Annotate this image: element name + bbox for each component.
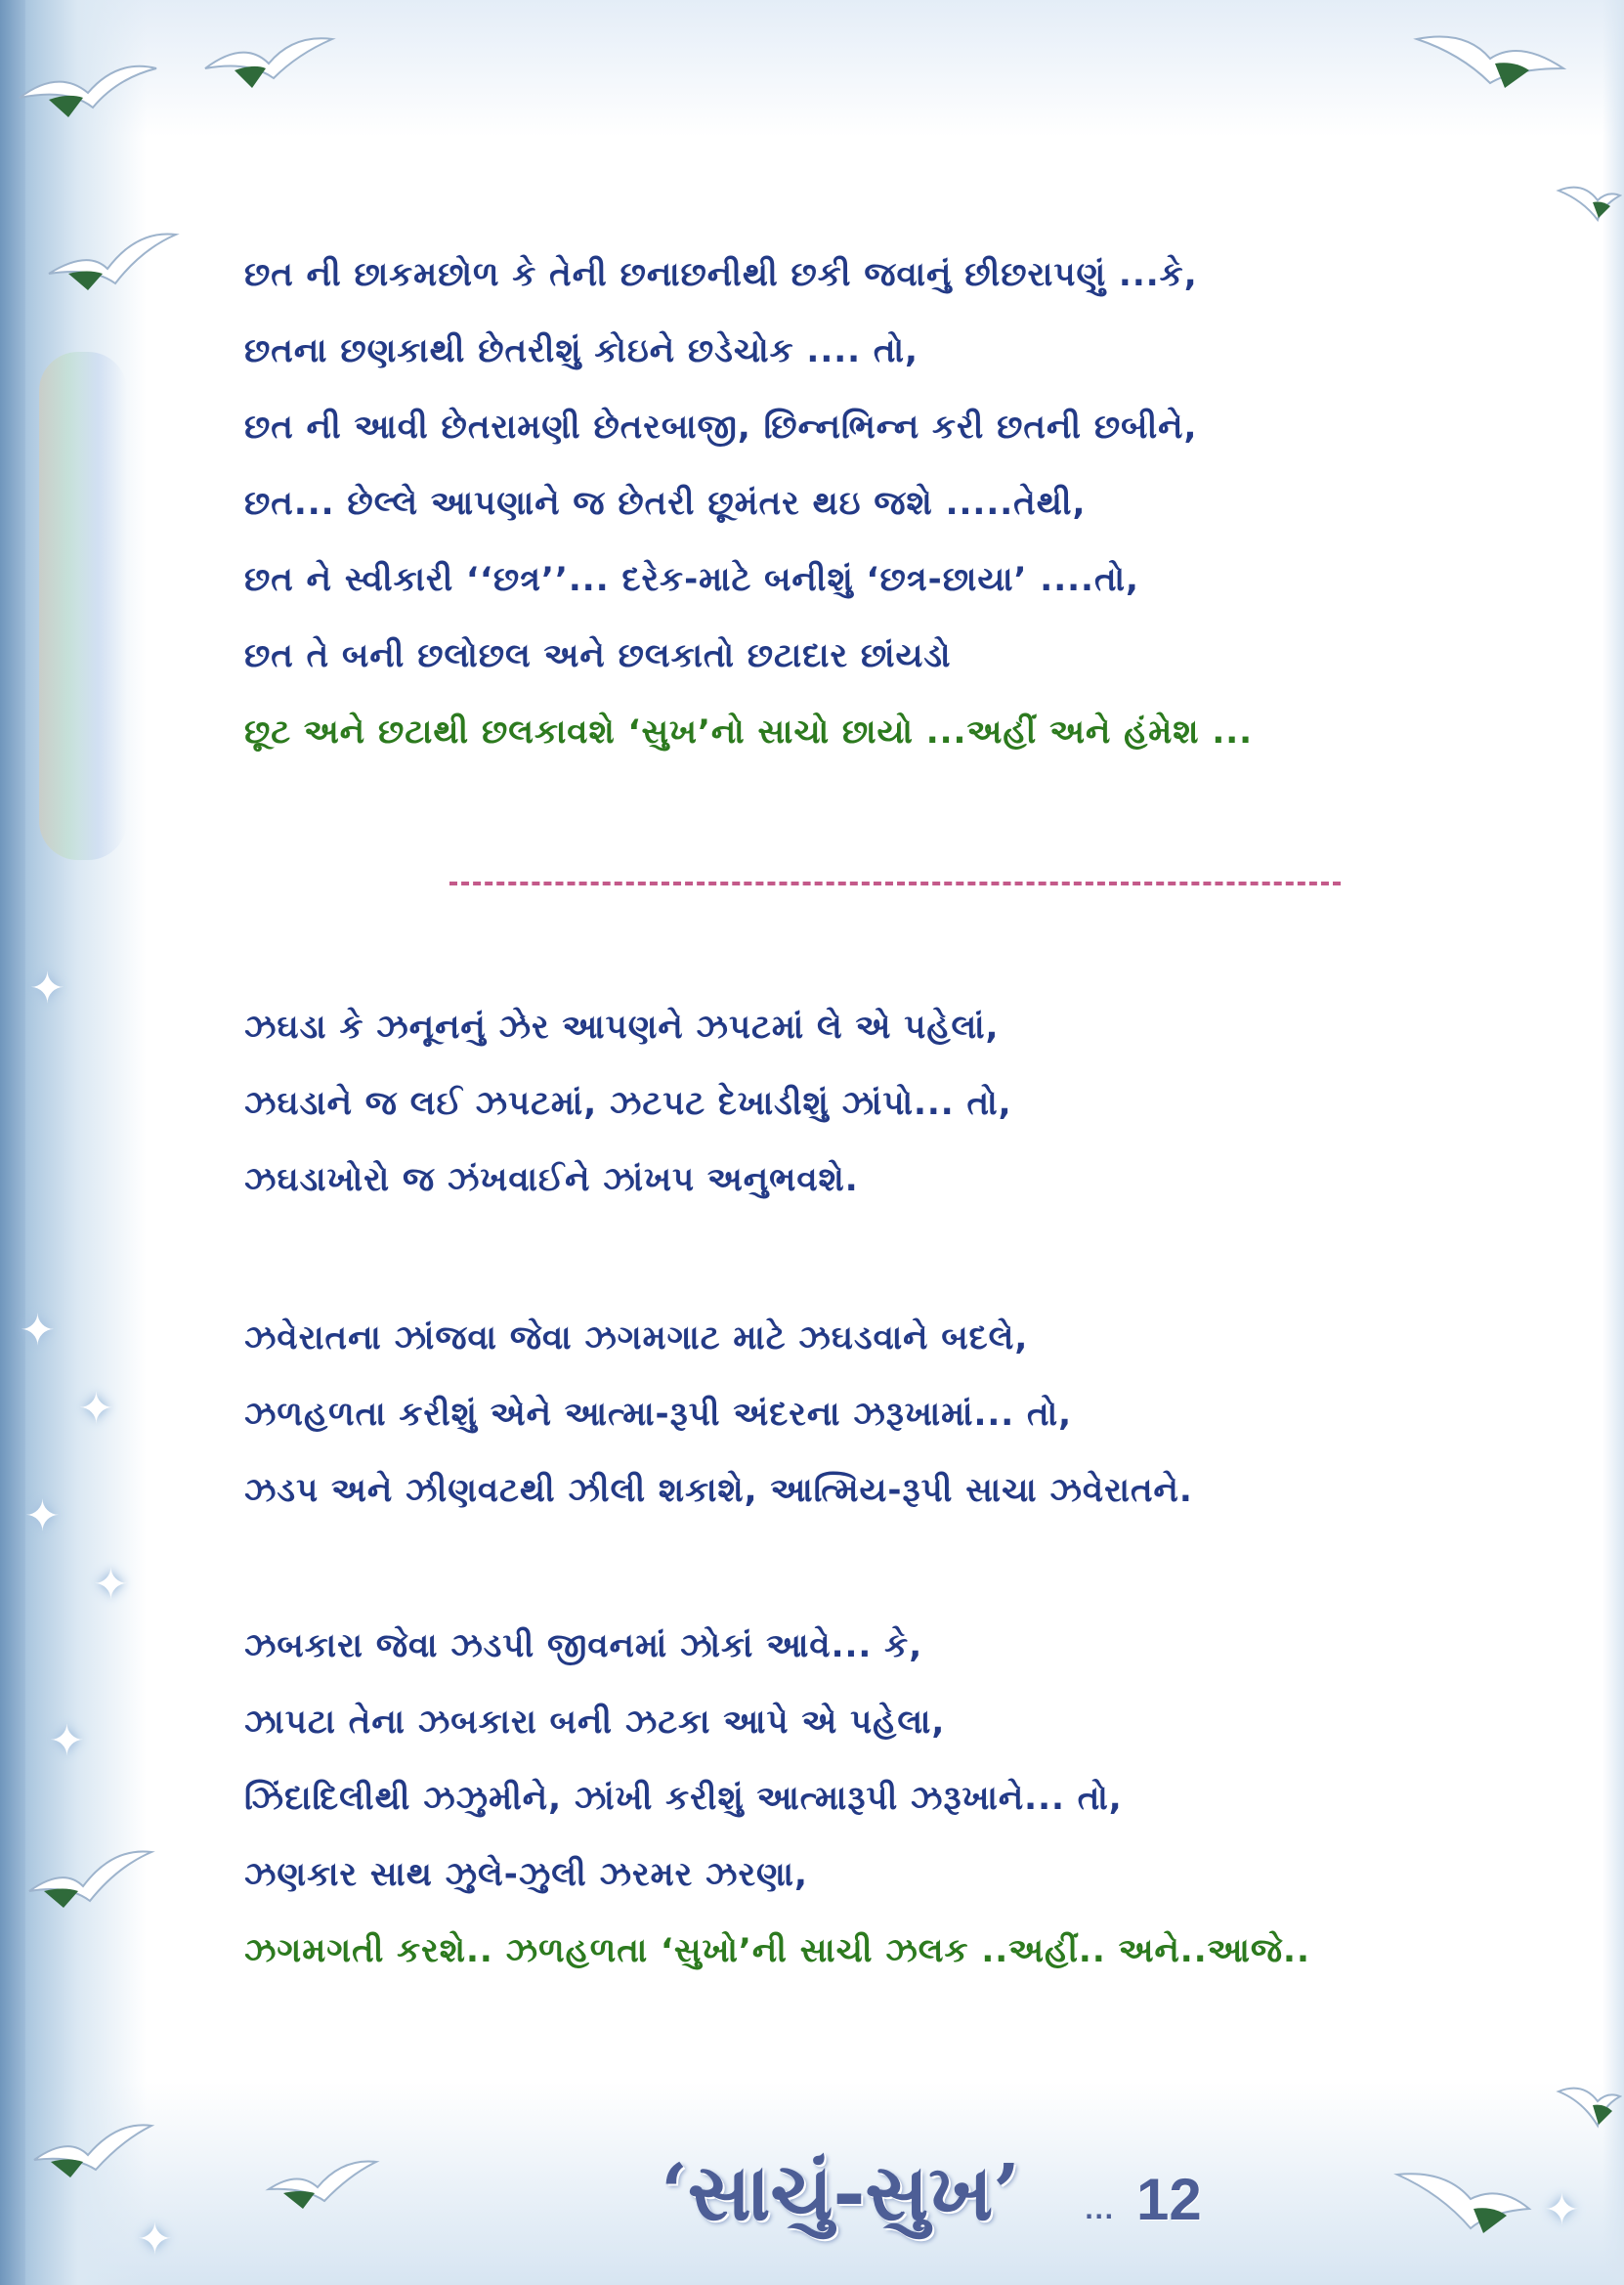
poem-line: ઝઘડાને જ લઈ ઝપટમાં, ઝટપટ દેખાડીશું ઝાંપો... તો,	[244, 1084, 1012, 1123]
sparkle-star-icon: ✦	[20, 1306, 56, 1356]
stanza-chhat	[244, 237, 1544, 770]
seagull-icon	[195, 20, 342, 98]
poem-line: છત ને સ્વીકારી ‘‘છત્ર’’... દરેક-માટે બનીશું ‘છત્ર-છાયા’ ....તો,	[244, 560, 1139, 599]
seagull-icon	[1407, 10, 1573, 98]
poem-line: ઝાપટા તેના ઝબકારા બની ઝટકા આપે એ પહેલા,	[244, 1703, 946, 1742]
sparkle-star-icon: ✦	[137, 2215, 173, 2264]
poem-line: ઝડપ અને ઝીણવટથી ઝીલી શકાશે, આત્મિય-રૂપી સાચા ઝવેરાતને.	[244, 1471, 1193, 1510]
sparkle-star-icon: ✦	[49, 1716, 85, 1766]
poem-line: ઝણકાર સાથ ઝુલે-ઝુલી ઝરમર ઝરણા,	[244, 1855, 808, 1894]
seagull-icon	[1554, 171, 1622, 230]
poem-line: ઝઘડાખોરો જ ઝંખવાઈને ઝાંખપ અનુભવશે.	[244, 1160, 859, 1199]
page-number: 12	[1136, 2167, 1202, 2232]
seagull-icon	[1554, 2072, 1622, 2140]
poem-line: છત... છેલ્લે આપણાને જ છેતરી છૂમંતર થઇ જશે .....તેથી,	[244, 484, 1087, 523]
poem-line: ઝિંદાદિલીથી ઝઝુમીને, ઝાંખી કરીશું આત્મારૂપી ઝરૂખાને... તો,	[244, 1779, 1123, 1818]
sparkle-star-icon: ✦	[78, 1384, 114, 1434]
book-title: ‘સાચું-સુખ’	[661, 2146, 1020, 2238]
poem-line: છતના છણકાથી છેતરીશું કોઇને છડેચોક .... તો,	[244, 331, 919, 370]
stanza-jhaghda	[244, 989, 1544, 1218]
poem-line: છત તે બની છલોછલ અને છલકાતો છટાદાર છાંયડો	[244, 636, 952, 675]
book-spine	[0, 0, 25, 2285]
sparkle-star-icon: ✦	[29, 964, 65, 1013]
poem-line: ઝળહળતા કરીશું એને આત્મા-રૂપી અંદરના ઝરૂખામાં... તો,	[244, 1395, 1073, 1434]
poem-closing-line: ઝગમગતી કરશે.. ઝળહળતા ‘સુખો’ની સાચી ઝલક ..અહીં.. અને..આજે..	[244, 1931, 1310, 1970]
seagull-icon	[10, 39, 166, 127]
poem-line: છત ની આવી છેતરામણી છેતરબાજી, છિન્નભિન્ન કરી છતની છબીને,	[244, 408, 1198, 447]
seagull-icon	[20, 1837, 156, 1916]
section-divider	[449, 882, 1341, 885]
sparkle-star-icon: ✦	[93, 1560, 129, 1610]
sparkle-star-icon: ✦	[1544, 2185, 1580, 2235]
poem-closing-line: છૂટ અને છટાથી છલકાવશે ‘સુખ’નો સાચો છાયો ...અહીં અને હંમેશ ...	[244, 712, 1254, 752]
footer-ellipsis: ...	[1085, 2197, 1115, 2224]
page-edge-shadow	[1603, 0, 1624, 2285]
poem-line: છત ની છાકમછોળ કે તેની છનાછનીથી છકી જવાનું છીછરાપણું ...કે,	[244, 255, 1198, 294]
poem-line: ઝઘડા કે ઝનૂનનું ઝેર આપણને ઝપટમાં લે એ પહેલાં,	[244, 1008, 1000, 1047]
seagull-icon	[1388, 2155, 1534, 2243]
stanza-jhabkara	[244, 1608, 1544, 1989]
poem-line: ઝવેરાતના ઝાંજવા જેવા ઝગમગાટ માટે ઝઘડવાને બદલે,	[244, 1318, 1029, 1358]
stanza-jhaverat	[244, 1300, 1544, 1529]
poem-line: ઝબકારા જેવા ઝડપી જીવનમાં ઝોકાં આવે... કે,	[244, 1626, 923, 1665]
sparkle-star-icon: ✦	[24, 1491, 61, 1541]
seagull-icon	[264, 2150, 381, 2219]
rainbow-glow	[39, 352, 127, 860]
seagull-icon	[29, 2111, 156, 2189]
seagull-icon	[39, 220, 186, 298]
